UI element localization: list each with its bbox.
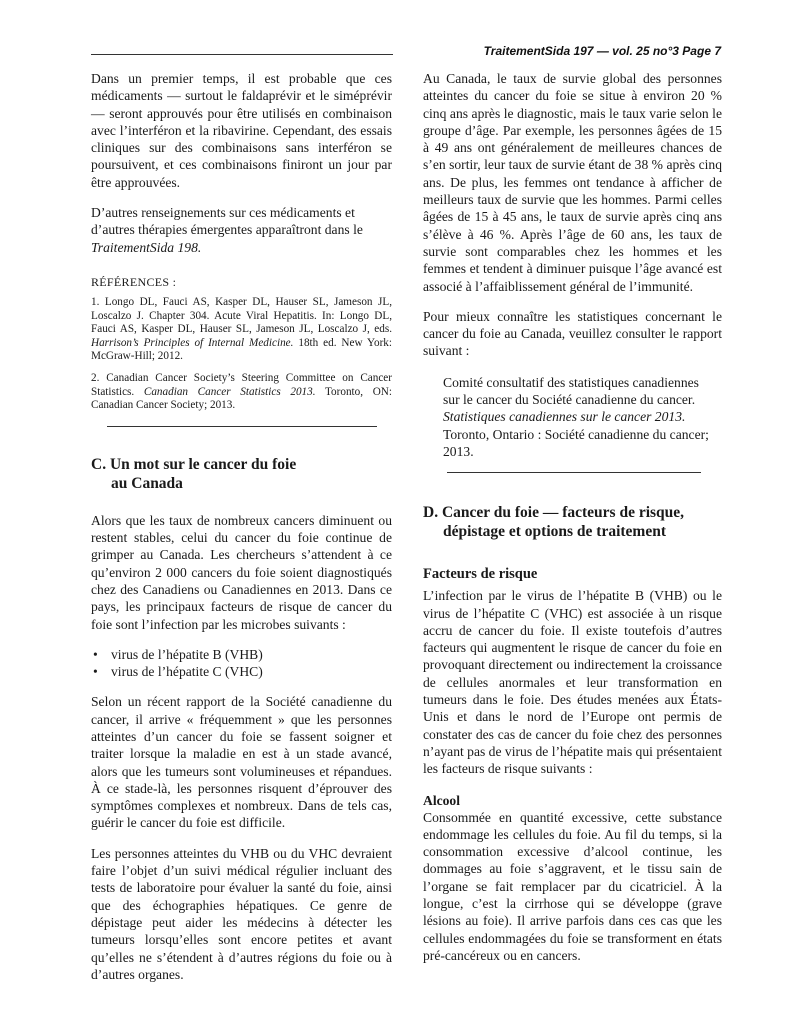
references-title: RÉFÉRENCES : bbox=[91, 274, 177, 289]
paragraph: Dans un premier temps, il est probable que ces médicaments — surtout le faldaprévir et le siméprévir — seront approuvés pour être utilisés en combinaison avec l’interféron et la ribavirine. Cependant, des essais cliniques sur des combinaisons sans interféron se poursuivent, et ces combinaisons finiront un jour par être approuvées. bbox=[91, 71, 392, 190]
right-column bbox=[423, 70, 722, 964]
bullet-list bbox=[91, 646, 392, 681]
paragraph: Les personnes atteintes du VHB ou du VHC devraient faire l’objet d’un suivi médical régulier incluant des tests de laboratoire pour évaluer la santé du foie, ainsi que des échographies hépatiques. Ce genre de dépistage peut aider les médecins à détecter les tumeurs lorsqu’elles sont encore petites et avant qu’elles ne s’étendent à d’autres régions du foie ou à d’autres organes. bbox=[91, 845, 392, 982]
paragraph: Alors que les taux de nombreux cancers diminuent ou restent stables, celui du cancer du foie continue de grimper au Canada. Les chercheurs s’attendent à ce qu’environ 2 000 cancers du foie soient diagnostiqués chez des Canadiens ou Canadiennes en 2013. Dans ce pays, les principaux facteurs de risque de cancer du foie sont l’infection par les microbes suivants : bbox=[91, 512, 392, 632]
paragraph: L’infection par le virus de l’hépatite B (VHB) ou le virus de l’hépatite C (VHC) est associée à un risque accru de cancer du foie. Il existe toutefois d’autres facteurs qui augmentent le risque de cancer du foie en provoquant directement ou indirectement la croissance de cellules anormales et leur transformation en tumeurs dans le foie. Des études menées aux États-Unis et dans le nord de l’Europe ont permis de constater des cas de cancer du foie chez des personnes n’ayant pas de virus de l’hépatite mais qui présentaient les facteurs de risque suivants : bbox=[423, 588, 722, 777]
citation-block bbox=[423, 374, 722, 460]
subsection-heading: Alcool bbox=[423, 792, 460, 808]
section-heading bbox=[91, 455, 392, 493]
citation-text: Comité consultatif des statistiques canadiennes sur le cancer du Société canadienne du cancer. bbox=[443, 374, 699, 408]
section-heading-line: D. Cancer du foie — facteurs de risque, bbox=[423, 504, 685, 522]
paragraph: Pour mieux connaître les statistiques concernant le cancer du foie au Canada, veuillez consulter le rapport suivant : bbox=[423, 308, 722, 359]
citation-text: Toronto, Ontario : Société canadienne du cancer; 2013. bbox=[443, 426, 709, 459]
reference-text: 18th ed. New York: McGraw-Hill; 2012. bbox=[91, 336, 392, 363]
paragraph bbox=[91, 204, 392, 256]
citation bbox=[443, 374, 718, 460]
section-heading-line: C. Un mot sur le cancer du foie bbox=[91, 455, 297, 473]
section-heading-line: dépistage et options de traitement bbox=[443, 523, 666, 541]
list-item: • virus de l’hépatite C (VHC) bbox=[91, 663, 392, 680]
section-heading-line: au Canada bbox=[111, 474, 183, 492]
section-heading bbox=[423, 503, 722, 541]
citation-title: Statistiques canadiennes sur le cancer 2013. bbox=[443, 409, 686, 425]
reference-text: 2. Canadian Cancer Society’s Steering Committee on Cancer Statistics. bbox=[91, 371, 392, 398]
paragraph: Au Canada, le taux de survie global des personnes atteintes du cancer du foie se situe à environ 20 % cinq ans après le diagnostic, mais le taux varie selon le groupe d’âge. Par exemple, les personnes âgées de 15 à 49 ans ont généralement de meilleures chances de s’en sortir, leur taux de survie étant de 38 % après cinq ans. De plus, les femmes ont tendance à afficher de meilleurs taux de survie que les hommes. Parmi celles âgées de 15 à 45 ans, le taux de survie après cinq ans s’élève à 46 %. Après l’âge de 60 ans, les taux de survie sont comparables chez les hommes et les femmes et tendent à diminuer puisque l’âge avancé est associé à l’affaiblissement général de l’immunité. bbox=[423, 71, 722, 294]
reference-book-title: Canadian Cancer Statistics 2013. bbox=[143, 385, 316, 398]
reference-item bbox=[91, 372, 392, 413]
paragraph: Consommée en quantité excessive, cette substance endommage les cellules du foie. Au fil du temps, si la consommation excessive d’alcool continue, les dommages au foie s’aggravent, et le tissu sain de l’organe se fait remplacer par du cicatriciel. À la longue, c’est la cirrhose qui se développe (grave lésions au foie). Il arrive parfois dans ces cas que les cellules endommagées du foie se transforment en états pré-cancéreux ou en cancers. bbox=[423, 809, 722, 963]
reference-text: Toronto, ON: Canadian Cancer Society; 2013. bbox=[91, 385, 392, 412]
list-item: • virus de l’hépatite B (VHB) bbox=[91, 646, 392, 663]
paragraph-text: D’autres renseignements sur ces médicaments et d’autres thérapies émergentes apparaîtront dans le bbox=[91, 205, 363, 238]
reference-text: 1. Longo DL, Fauci AS, Kasper DL, Hauser SL, Jameson JL, Loscalzo J. Chapter 304. Acute Viral Hepatitis. In: Longo DL, Fauci AS, Kasper DL, Hauser SL, Jameson JL, Loscalzo J, eds. bbox=[91, 295, 392, 336]
paragraph: Selon un récent rapport de la Société canadienne du cancer, il arrive « fréquemment » que les personnes atteintes d’un cancer du foie se fassent soigner et traiter lorsque la maladie en est à un stade avancé, alors que les tumeurs sont volumineuses et répandues. À ce stade-là, les personnes risquent d’éprouver des symptômes complexes et nombreux. Dans de tels cas, guérir le cancer du foie est difficile. bbox=[91, 694, 392, 831]
subsection-heading: Facteurs de risque bbox=[423, 566, 538, 583]
reference-book-title: Harrison’s Principles of Internal Medicine. bbox=[91, 336, 294, 349]
reference-item bbox=[91, 296, 392, 364]
running-head: TraitementSida 197 — vol. 25 no°3 Page 7 bbox=[483, 44, 721, 58]
publication-title: TraitementSida 198. bbox=[91, 239, 202, 255]
header-rule bbox=[91, 54, 393, 55]
left-column bbox=[91, 70, 392, 983]
